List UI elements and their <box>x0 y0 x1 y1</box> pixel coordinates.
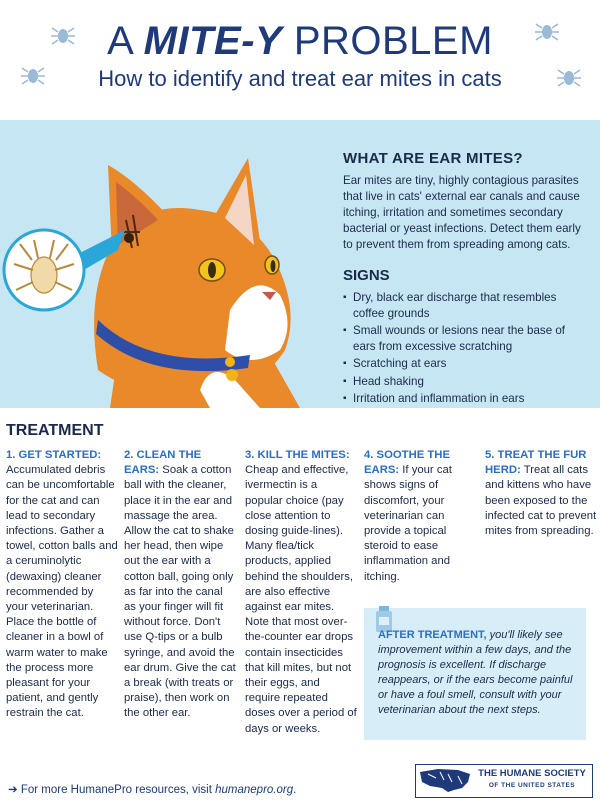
step-text: Treat all cats and kittens who have been exposed to the infected cat to prevent mites from spreading. <box>485 464 597 538</box>
list-item: ▪ Scratching at ears <box>343 356 583 372</box>
step-title: 2. CLEAN THE EARS: <box>124 449 202 477</box>
treatment-step <box>6 448 118 722</box>
org-subtitle: OF THE UNITED STATES <box>488 782 576 789</box>
step-text: Accumulated debris can be uncomfortable for the cat and can lead to secondary infections. Gather a towel, cotton balls and a ceruminolytic (dewaxing) cleaner recommended by your veterinarian. Place the bottle of cleaner in a bowl of warm water to make the process more pleasant for your patient, and gently restrain the cat. <box>6 464 118 720</box>
treatment-step <box>124 448 236 722</box>
humanepro-link[interactable]: humanepro.org <box>215 784 294 796</box>
list-item: ▪ Head shaking <box>343 374 583 390</box>
signs-heading: SIGNS <box>343 267 390 284</box>
org-name: THE HUMANE SOCIETY <box>478 768 586 779</box>
list-item: ▪ Small wounds or lesions near the base of ears from excessive scratching <box>343 323 583 354</box>
step-text: Soak a cotton ball with the cleaner, place it in the ear and massage the area. Allow the cat to shake her head, then wipe out the ear with a cotton ball, going only as far into the canal as your finger will fit without force. Don't use Q-tips or a bulb syringe, and avoid the ear drum. Give the cat a break (with treats or praise), then work on the other ear. <box>124 464 236 720</box>
step-title: 1. GET STARTED: <box>6 449 102 461</box>
step-text: Cheap and effective, ivermectin is a popular choice (pay close attention to dosing guide-lines). Many flea/tick products, applied behind the shoulders, are also effective against ear mites. Note that most over-the-counter ear drops contain insecticides that kill mites, but not their eggs, and require repeated doses over a period of days or weeks. <box>245 464 357 735</box>
hero-section <box>0 120 600 408</box>
signs-list <box>343 290 583 407</box>
after-treatment-body: you'll likely see improvement within a few days, and the prognosis is excellent. If discharge reappears, or if the ears become painful or have a foul smell, consult with your veterinarian about the next steps. <box>378 629 573 716</box>
cat-illustration <box>0 120 340 408</box>
about-heading: WHAT ARE EAR MITES? <box>343 150 523 167</box>
page-subtitle: How to identify and treat ear mites in cats <box>98 66 502 91</box>
arrow-icon: ➔ <box>8 784 18 796</box>
treatment-heading: TREATMENT <box>6 422 104 439</box>
step-title: 4. SOOTHE THE EARS: <box>364 449 450 477</box>
us-map-icon <box>418 766 472 794</box>
step-title: 3. KILL THE MITES: <box>245 449 350 461</box>
treatment-section <box>0 408 600 773</box>
page-title: A MITE-Y PROBLEM <box>107 19 493 63</box>
treatment-step <box>485 448 597 539</box>
footer-text: ➔ For more HumanePro resources, visit humanepro.org. <box>8 784 297 796</box>
about-panel <box>343 150 583 408</box>
step-text: If your cat shows signs of discomfort, your veterinarian can provide a topical steroid to ease inflammation and itching. <box>364 464 452 583</box>
after-treatment-label: AFTER TREATMENT, <box>378 629 487 641</box>
treatment-step <box>245 448 357 737</box>
about-body: Ear mites are tiny, highly contagious parasites that live in cats' external ear canals and cause itching, irritation and sometimes secondary bacterial or yeast infections. Detect them early to prevent them from spreading among cats. <box>343 174 581 251</box>
step-title: 5. TREAT THE FUR HERD: <box>485 449 587 477</box>
list-item: ▪ Irritation and inflammation in ears <box>343 391 583 407</box>
after-treatment-text <box>378 628 578 718</box>
list-item: ▪ Dry, black ear discharge that resembles coffee grounds <box>343 290 583 321</box>
header <box>0 0 600 120</box>
treatment-step <box>364 448 476 585</box>
